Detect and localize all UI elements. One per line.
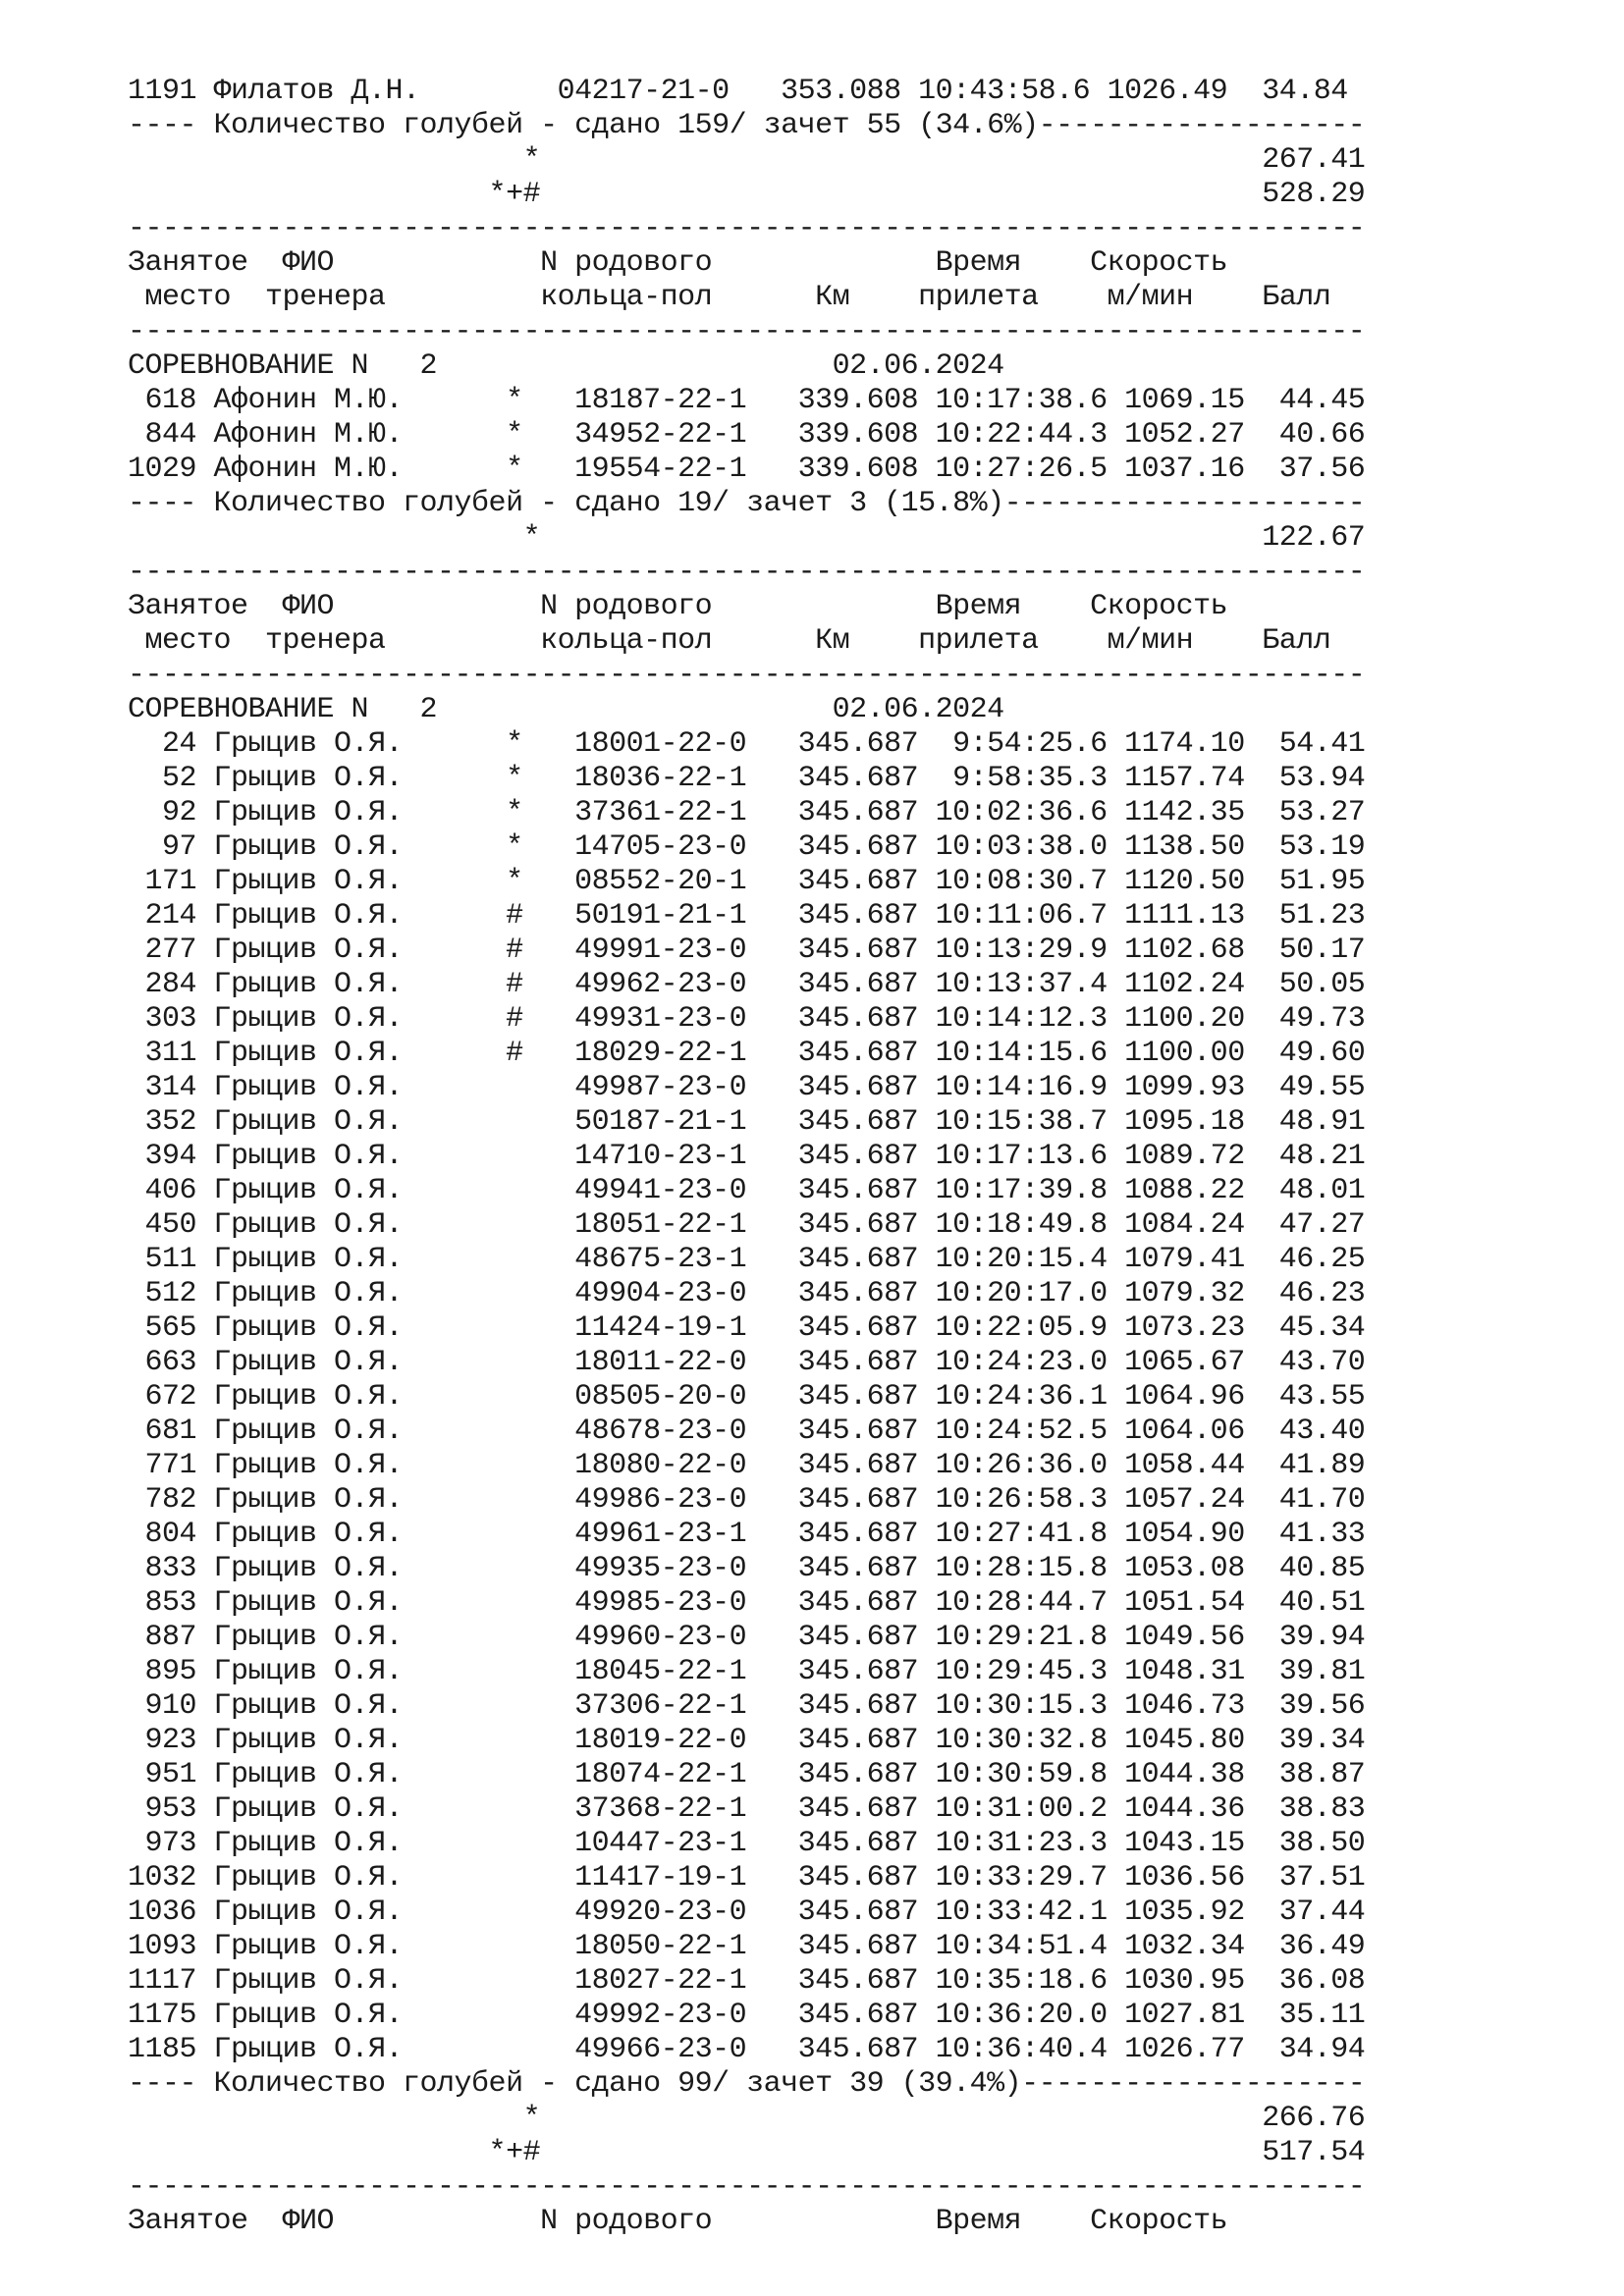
result-line: 303 Грыцив О.Я. # 49931-23-0 345.687 10:14:12.3 1100.20 49.73 — [128, 1002, 1366, 1036]
result-line: 284 Грыцив О.Я. # 49962-23-0 345.687 10:13:37.4 1102.24 50.05 — [128, 968, 1366, 1001]
result-line: 512 Грыцив О.Я. 49904-23-0 345.687 10:20:17.0 1079.32 46.23 — [128, 1277, 1366, 1310]
result-line: 97 Грыцив О.Я. * 14705-23-0 345.687 10:03:38.0 1138.50 53.19 — [128, 830, 1366, 864]
column-header-line: Занятое ФИО N родового Время Скорость — [128, 246, 1228, 280]
result-line: 833 Грыцив О.Я. 49935-23-0 345.687 10:28:15.8 1053.08 40.85 — [128, 1552, 1366, 1585]
result-line: 394 Грыцив О.Я. 14710-23-1 345.687 10:17:13.6 1089.72 48.21 — [128, 1140, 1366, 1173]
results-printout — [128, 75, 1365, 2239]
summary-line: ---- Количество голубей - сдано 19/ зачет 3 (15.8%)--------------------- — [128, 487, 1366, 520]
result-line: 1185 Грыцив О.Я. 49966-23-0 345.687 10:36:40.4 1026.77 34.94 — [128, 2033, 1366, 2066]
result-line: 352 Грыцив О.Я. 50187-21-1 345.687 10:15:38.7 1095.18 48.91 — [128, 1105, 1366, 1139]
result-line: 1117 Грыцив О.Я. 18027-22-1 345.687 10:35:18.6 1030.95 36.08 — [128, 1964, 1366, 1998]
result-line: 1029 Афонин М.Ю. * 19554-22-1 339.608 10:27:26.5 1037.16 37.56 — [128, 453, 1366, 486]
total-line: *+# 517.54 — [128, 2136, 1366, 2169]
result-line: 853 Грыцив О.Я. 49985-23-0 345.687 10:28:44.7 1051.54 40.51 — [128, 1586, 1366, 1620]
result-line: 973 Грыцив О.Я. 10447-23-1 345.687 10:31:23.3 1043.15 38.50 — [128, 1827, 1366, 1860]
total-line: * 122.67 — [128, 521, 1366, 555]
result-line: 565 Грыцив О.Я. 11424-19-1 345.687 10:22:05.9 1073.23 45.34 — [128, 1311, 1366, 1345]
column-header-line: Занятое ФИО N родового Время Скорость — [128, 590, 1228, 623]
result-line: 910 Грыцив О.Я. 37306-22-1 345.687 10:30:15.3 1046.73 39.56 — [128, 1689, 1366, 1723]
competition-header: СОРЕВНОВАНИЕ N 2 02.06.2024 — [128, 349, 1004, 383]
result-line: 24 Грыцив О.Я. * 18001-22-0 345.687 9:54:25.6 1174.10 54.41 — [128, 727, 1366, 761]
result-line: 1191 Филатов Д.Н. 04217-21-0 353.088 10:43:58.6 1026.49 34.84 — [128, 75, 1348, 108]
result-line: 895 Грыцив О.Я. 18045-22-1 345.687 10:29:45.3 1048.31 39.81 — [128, 1655, 1366, 1688]
separator-line: ------------------------------------------------------------------------ — [128, 556, 1366, 589]
column-header-line: Занятое ФИО N родового Время Скорость — [128, 2205, 1228, 2238]
result-line: 311 Грыцив О.Я. # 18029-22-1 345.687 10:14:15.6 1100.00 49.60 — [128, 1037, 1366, 1070]
summary-line: ---- Количество голубей - сдано 99/ зачет 39 (39.4%)-------------------- — [128, 2067, 1366, 2101]
total-line: * 266.76 — [128, 2102, 1366, 2135]
result-line: 953 Грыцив О.Я. 37368-22-1 345.687 10:31:00.2 1044.36 38.83 — [128, 1792, 1366, 1826]
result-line: 1093 Грыцив О.Я. 18050-22-1 345.687 10:34:51.4 1032.34 36.49 — [128, 1930, 1366, 1963]
separator-line: ------------------------------------------------------------------------ — [128, 315, 1366, 348]
result-line: 52 Грыцив О.Я. * 18036-22-1 345.687 9:58:35.3 1157.74 53.94 — [128, 762, 1366, 795]
total-line: * 267.41 — [128, 143, 1366, 177]
result-line: 450 Грыцив О.Я. 18051-22-1 345.687 10:18:49.8 1084.24 47.27 — [128, 1208, 1366, 1242]
result-line: 1032 Грыцив О.Я. 11417-19-1 345.687 10:33:29.7 1036.56 37.51 — [128, 1861, 1366, 1895]
result-line: 923 Грыцив О.Я. 18019-22-0 345.687 10:30:32.8 1045.80 39.34 — [128, 1724, 1366, 1757]
result-line: 782 Грыцив О.Я. 49986-23-0 345.687 10:26:58.3 1057.24 41.70 — [128, 1483, 1366, 1517]
separator-line: ------------------------------------------------------------------------ — [128, 2170, 1366, 2204]
result-line: 804 Грыцив О.Я. 49961-23-1 345.687 10:27:41.8 1054.90 41.33 — [128, 1518, 1366, 1551]
separator-line: ------------------------------------------------------------------------ — [128, 212, 1366, 245]
separator-line: ------------------------------------------------------------------------ — [128, 659, 1366, 692]
result-line: 844 Афонин М.Ю. * 34952-22-1 339.608 10:22:44.3 1052.27 40.66 — [128, 418, 1366, 452]
result-line: 511 Грыцив О.Я. 48675-23-1 345.687 10:20:15.4 1079.41 46.25 — [128, 1243, 1366, 1276]
result-line: 314 Грыцив О.Я. 49987-23-0 345.687 10:14:16.9 1099.93 49.55 — [128, 1071, 1366, 1104]
result-line: 406 Грыцив О.Я. 49941-23-0 345.687 10:17:39.8 1088.22 48.01 — [128, 1174, 1366, 1207]
result-line: 214 Грыцив О.Я. # 50191-21-1 345.687 10:11:06.7 1111.13 51.23 — [128, 899, 1366, 933]
result-line: 672 Грыцив О.Я. 08505-20-0 345.687 10:24:36.1 1064.96 43.55 — [128, 1380, 1366, 1414]
result-line: 663 Грыцив О.Я. 18011-22-0 345.687 10:24:23.0 1065.67 43.70 — [128, 1346, 1366, 1379]
result-line: 618 Афонин М.Ю. * 18187-22-1 339.608 10:17:38.6 1069.15 44.45 — [128, 384, 1366, 417]
column-header-line: место тренера кольца-пол Км прилета м/мин Балл — [128, 624, 1331, 658]
result-line: 951 Грыцив О.Я. 18074-22-1 345.687 10:30:59.8 1044.38 38.87 — [128, 1758, 1366, 1791]
result-line: 171 Грыцив О.Я. * 08552-20-1 345.687 10:08:30.7 1120.50 51.95 — [128, 865, 1366, 898]
summary-line: ---- Количество голубей - сдано 159/ зачет 55 (34.6%)------------------- — [128, 109, 1366, 142]
column-header-line: место тренера кольца-пол Км прилета м/мин Балл — [128, 281, 1331, 314]
result-line: 92 Грыцив О.Я. * 37361-22-1 345.687 10:02:36.6 1142.35 53.27 — [128, 796, 1366, 829]
result-line: 887 Грыцив О.Я. 49960-23-0 345.687 10:29:21.8 1049.56 39.94 — [128, 1621, 1366, 1654]
result-line: 681 Грыцив О.Я. 48678-23-0 345.687 10:24:52.5 1064.06 43.40 — [128, 1415, 1366, 1448]
competition-header: СОРЕВНОВАНИЕ N 2 02.06.2024 — [128, 693, 1004, 726]
result-line: 277 Грыцив О.Я. # 49991-23-0 345.687 10:13:29.9 1102.68 50.17 — [128, 934, 1366, 967]
result-line: 1036 Грыцив О.Я. 49920-23-0 345.687 10:33:42.1 1035.92 37.44 — [128, 1896, 1366, 1929]
total-line: *+# 528.29 — [128, 178, 1366, 211]
result-line: 1175 Грыцив О.Я. 49992-23-0 345.687 10:36:20.0 1027.81 35.11 — [128, 1999, 1366, 2032]
result-line: 771 Грыцив О.Я. 18080-22-0 345.687 10:26:36.0 1058.44 41.89 — [128, 1449, 1366, 1482]
